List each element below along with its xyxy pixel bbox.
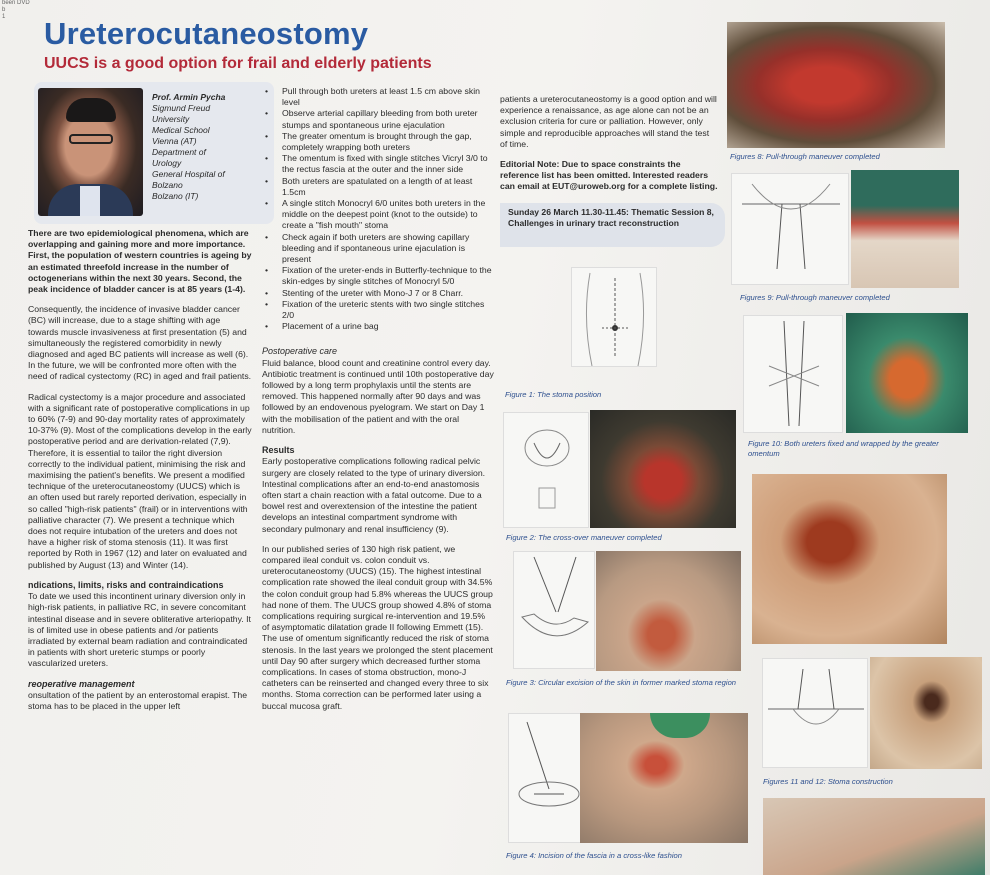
figure-3-photo <box>596 551 741 671</box>
torso-diagram <box>572 268 657 367</box>
article-title: Ureterocutaneostomy <box>44 16 369 51</box>
corner-line: been DVD <box>2 0 30 6</box>
list-item: • The omentum is fixed with single stitches Vicryl 3/0 to the rectus fascia at the outer and the inner side <box>262 153 494 175</box>
list-item: • Fixation of the ureteric stents with two single stitches 2/0 <box>262 299 494 321</box>
figure-4-sketch <box>508 713 586 843</box>
article-subtitle: UUCS is a good option for frail and elderly patients <box>44 55 432 72</box>
figure-10-caption: Figure 10: Both ureters fixed and wrapped by the greater omentum <box>748 439 939 458</box>
list-item: • A single stitch Monocryl 6/0 unites both ureters in the middle on the deepest point (knot to the outside) to create a "fish mouth" stoma <box>262 198 494 232</box>
figure-8-photo <box>727 22 945 148</box>
figure-11-sketch <box>762 658 868 768</box>
body-paragraph: To date we used this incontinent urinary diversion only in high-risk patients, in palliative RC, in severe concomitant intestinal disease and in severe obliterative arteriopathy. It is of limited use in obese patients and /or patients irradiated by external beam radiation and contraindicated in patients with short ureteric stumps or poorly vascularized ureters. <box>28 591 251 669</box>
section-heading: Postoperative care <box>262 346 338 357</box>
body-paragraph: Early postoperative complications following radical pelvic surgery are closely related to the type of urinary diversion. Intestinal complications after an end-to-end anastomosis often start a chain reaction with a fatal outcome. Due to a bowel rest and overextension of the intestine the patient develops an intestinal compartment syndrome with secondary pulmonary and renal insufficiency (9). <box>262 456 486 534</box>
session-box: Sunday 26 March 11.30-11.45: Thematic Session 8, Challenges in urinary tract reconstruction <box>500 203 725 247</box>
technique-steps <box>262 86 494 332</box>
list-item: • Placement of a urine bag <box>262 321 494 332</box>
skin-excision-diagram <box>514 552 595 669</box>
column-1 <box>28 228 252 721</box>
author-affil: General Hospital of <box>152 169 225 179</box>
intro-paragraph: There are two epidemiological phenomena, which are overlapping and gaining more and more importance. First, the population of western countries is ageing by an estimated threefold increase in the number of octogenerians within the next 30 years. Second, the peak incidence of bladder cancer is at 85 years (1-4). <box>28 228 252 295</box>
figure-12-photo <box>870 657 982 769</box>
figure-9-caption: Figures 9: Pull-through maneuver completed <box>740 293 890 302</box>
section-heading: ndications, limits, risks and contraindications <box>28 579 224 590</box>
figure-8-caption: Figures 8: Pull-through maneuver completed <box>730 152 880 161</box>
figure-3-sketch <box>513 551 595 669</box>
figure-2-photo <box>590 410 736 528</box>
list-item: • Check again if both ureters are showing capillary bleeding and if spontaneous urine ejaculation is present <box>262 232 494 266</box>
crossover-diagram <box>504 413 589 528</box>
author-affil: Sigmund Freud <box>152 103 211 113</box>
figure-1-sketch <box>571 267 657 367</box>
list-item: • Observe arterial capillary bleeding from both ureter stumps and spontaneous urine ejaculation <box>262 108 494 130</box>
list-item: • Pull through both ureters at least 1.5 cm above skin level <box>262 86 494 108</box>
author-affil: Medical School <box>152 125 210 135</box>
section-heading: Results <box>262 445 295 456</box>
list-item: • Both ureters are spatulated on a length of at least 1.5cm <box>262 176 494 198</box>
figure-4-caption: Figure 4: Incision of the fascia in a cross-like fashion <box>506 851 683 860</box>
stoma-construction-diagram <box>763 659 868 768</box>
author-affil: University <box>152 114 190 124</box>
author-affil: Bolzano <box>152 180 183 190</box>
corner-line: b <box>2 7 6 13</box>
column-3 <box>500 94 718 202</box>
author-name: Prof. Armin Pycha <box>152 92 226 102</box>
pull-through-diagram <box>732 174 849 285</box>
author-info <box>152 92 262 202</box>
corner-text <box>2 0 30 21</box>
section-heading: reoperative management <box>28 678 135 689</box>
figure-2-sketch <box>503 412 589 528</box>
author-affil: Urology <box>152 158 182 168</box>
body-paragraph: Consequently, the incidence of invasive bladder cancer (BC) will increase, due to a stage shifting with age towards muscle invasiveness at first presentation (5) and simultaneously the registered comorbidity in newly diagnosed and aged BC patients will increase as well (6). In the future, we will be confronted more often with the need of radical cystectomy (RC) in aged and frail patients. <box>28 304 252 382</box>
column-2 <box>262 86 494 721</box>
stoma-photo <box>752 474 947 644</box>
list-item: • Fixation of the ureter-ends in Butterfly-technique to the skin-edges by single stitches of Monocryl 5/0 <box>262 265 494 287</box>
body-paragraph: In our published series of 130 high risk patient, we compared ileal conduit vs. colon conduit vs. ureterocutaneostomy (UUCS) (15). The highest intestinal complication rate showed the ileal conduit group with 34.5% the colon conduit group had 5.8% whereas the UUCS group had none of them. The UUCS group showed 4.8% of stoma complications requiring surgical re-intervention and 19.5% of asymptomatic dilatation grade II following Emmett (15). The use of omentum significantly reduced the risk of stoma stenosis. In the last years we prolonged the stent placement until Day 90 after surgery which decreased further stoma complications. In cases of stoma obstruction, mono-J catheters can be reinserted and changed every three to six months. Stoma correction can be performed later using a buccal mucosa graft. <box>262 543 493 711</box>
author-affil: Department of <box>152 147 206 157</box>
body-paragraph: onsultation of the patient by an enterostomal erapist. The stoma has to be placed in the upper left <box>28 689 248 711</box>
list-item: • The greater omentum is brought through the gap, completely wrapping both ureters <box>262 131 494 153</box>
figure-11-12-caption: Figures 11 and 12: Stoma construction <box>763 777 893 786</box>
corner-line: 1 <box>2 14 6 20</box>
figure-1-caption: Figure 1: The stoma position <box>505 390 602 399</box>
body-paragraph: Fluid balance, blood count and creatinine control every day. Antibiotic treatment is continued until 10th postoperative day followed by a long term prophylaxis until the stents are removed. This happened normally after 90 days and was followed by an endovenous pyelogram. We start on Day 1 with the mobilisation of the patient and with the oral nutrition. <box>262 357 494 435</box>
author-affil: Vienna (AT) <box>152 136 197 146</box>
editorial-note: Editorial Note: Due to space constraints the reference list has been omitted. Interested readers can email at EUT@uroweb.org for a complete listing. <box>500 159 718 192</box>
fascia-incision-diagram <box>509 714 586 843</box>
figure-10-sketch <box>743 315 843 433</box>
figure-3-caption: Figure 3: Circular excision of the skin in former marked stoma region <box>506 678 737 687</box>
author-portrait <box>38 88 143 216</box>
author-affil: Bolzano (IT) <box>152 191 199 201</box>
bottom-photo <box>763 798 985 875</box>
figure-9-photo <box>851 170 959 288</box>
figure-4-photo <box>580 713 748 843</box>
body-paragraph: patients a ureterocutaneostomy is a good option and will experience a renaissance, as age alone can not be an exclusion criteria for cure or palliation. However, only simple and reproducible approaches will stand the test of time. <box>500 94 717 149</box>
list-item: • Stenting of the ureter with Mono-J 7 or 8 Charr. <box>262 288 494 299</box>
body-paragraph: Radical cystectomy is a major procedure and associated with a significant rate of postoperative complications in up to 60% (7-9) and 90-day mortality rates of approximately 10-37% (9). Most of the complications develop in the early postoperative period and are derivation-related (7,9). Therefore, it is essential to tailor the right diversion correctly to the individual patient, minimising the risk and maximising the patient's benefits. We present a modified technique of the ureterocutaneostomy (UUCS) which is an often used but rarely reported derivation, especially in so called "high-risk patients" (frail) or in interventions with palliative character (7). We present a technique which does not require intubation of the ureters and does not have a higher risk of stoma stenosis (11). It was first reported by Roth in 1967 (12) and later on evaluated and published by August (13) and Winter (14). <box>28 391 252 570</box>
omentum-wrap-diagram <box>744 316 843 433</box>
figure-10-photo <box>846 313 968 433</box>
figure-9-sketch <box>731 173 849 285</box>
figure-2-caption: Figure 2: The cross-over maneuver completed <box>506 533 662 542</box>
